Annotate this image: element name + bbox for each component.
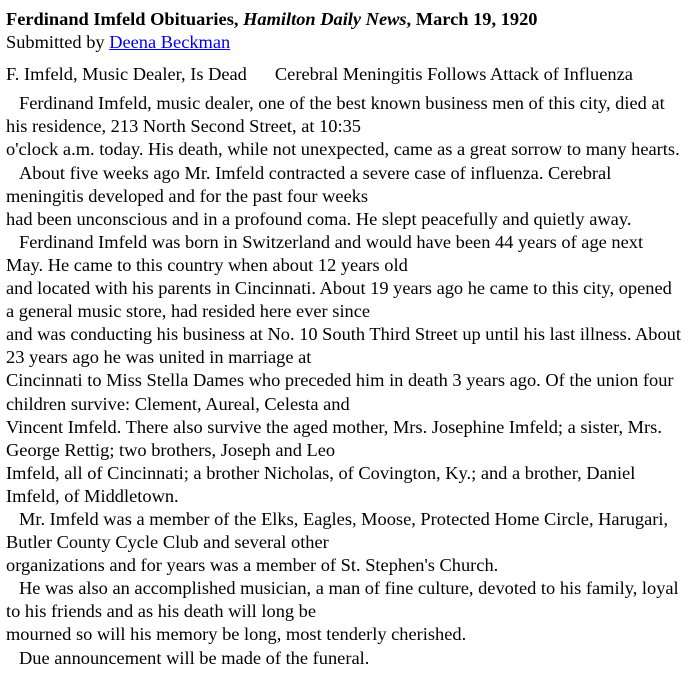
submitted-by-label: Submitted by [6, 32, 110, 53]
text-line: Imfeld, of Middletown. [6, 485, 179, 506]
text-line: Ferdinand Imfeld, music dealer, one of the best known business men of this city, died at [19, 93, 665, 114]
text-line: and was conducting his business at No. 10 South Third Street up until his last illness. About [6, 324, 681, 345]
text-line: had been unconscious and in a profound coma. He slept peacefully and quietly away. [6, 208, 632, 229]
paragraph [6, 508, 700, 577]
title-prefix: Ferdinand Imfeld Obituaries, [6, 9, 244, 29]
text-line: his residence, 213 North Second Street, at 10:35 [6, 116, 361, 137]
text-line: to his friends and as his death will long be [6, 601, 317, 622]
text-line: meningitis developed and for the past four weeks [6, 185, 369, 206]
text-line: Mr. Imfeld was a member of the Elks, Eagles, Moose, Protected Home Circle, Harugari, [19, 508, 669, 529]
submitted-by-line [6, 31, 700, 54]
headline-main: F. Imfeld, Music Dealer, Is Dead [6, 64, 247, 85]
text-line: He was also an accomplished musician, a man of fine culture, devoted to his family, loyal [19, 578, 679, 599]
text-line: Ferdinand Imfeld was born in Switzerland and would have been 44 years of age next [19, 231, 644, 252]
text-line: and located with his parents in Cincinnati. About 19 years ago he came to this city, opened [6, 278, 672, 299]
newspaper-name: Hamilton Daily News [243, 9, 407, 29]
text-line: Cincinnati to Miss Stella Dames who preceded him in death 3 years ago. Of the union four [6, 370, 674, 391]
text-line: children survive: Clement, Aureal, Celesta and [6, 393, 350, 414]
headline-sub: Cerebral Meningitis Follows Attack of Influenza [274, 64, 633, 85]
text-line: About five weeks ago Mr. Imfeld contracted a severe case of influenza. Cerebral [19, 162, 612, 183]
article-body [6, 92, 700, 669]
submitter-link[interactable]: Deena Beckman [109, 32, 231, 53]
paragraph [6, 162, 700, 231]
text-line: Due announcement will be made of the funeral. [19, 647, 370, 668]
paragraph [6, 577, 700, 646]
paragraph [6, 647, 700, 670]
text-line: mourned so will his memory be long, most tenderly cherished. [6, 624, 467, 645]
publication-date: , March 19, 1920 [406, 9, 538, 29]
page-title [6, 8, 700, 31]
text-line: 23 years ago he was united in marriage at [6, 347, 312, 368]
paragraph [6, 231, 700, 508]
article-headline [6, 63, 700, 86]
text-line: organizations and for years was a member of St. Stephen's Church. [6, 555, 499, 576]
text-line: Imfeld, all of Cincinnati; a brother Nicholas, of Covington, Ky.; and a brother, Daniel [6, 462, 636, 483]
text-line: Vincent Imfeld. There also survive the aged mother, Mrs. Josephine Imfeld; a sister, Mrs. [6, 416, 662, 437]
text-line: George Rettig; two brothers, Joseph and Leo [6, 439, 336, 460]
text-line: o'clock a.m. today. His death, while not unexpected, came as a great sorrow to many hearts. [6, 139, 680, 160]
text-line: Butler County Cycle Club and several other [6, 532, 329, 553]
text-line: May. He came to this country when about 12 years old [6, 254, 408, 275]
paragraph [6, 92, 700, 161]
text-line: a general music store, had resided here ever since [6, 301, 371, 322]
